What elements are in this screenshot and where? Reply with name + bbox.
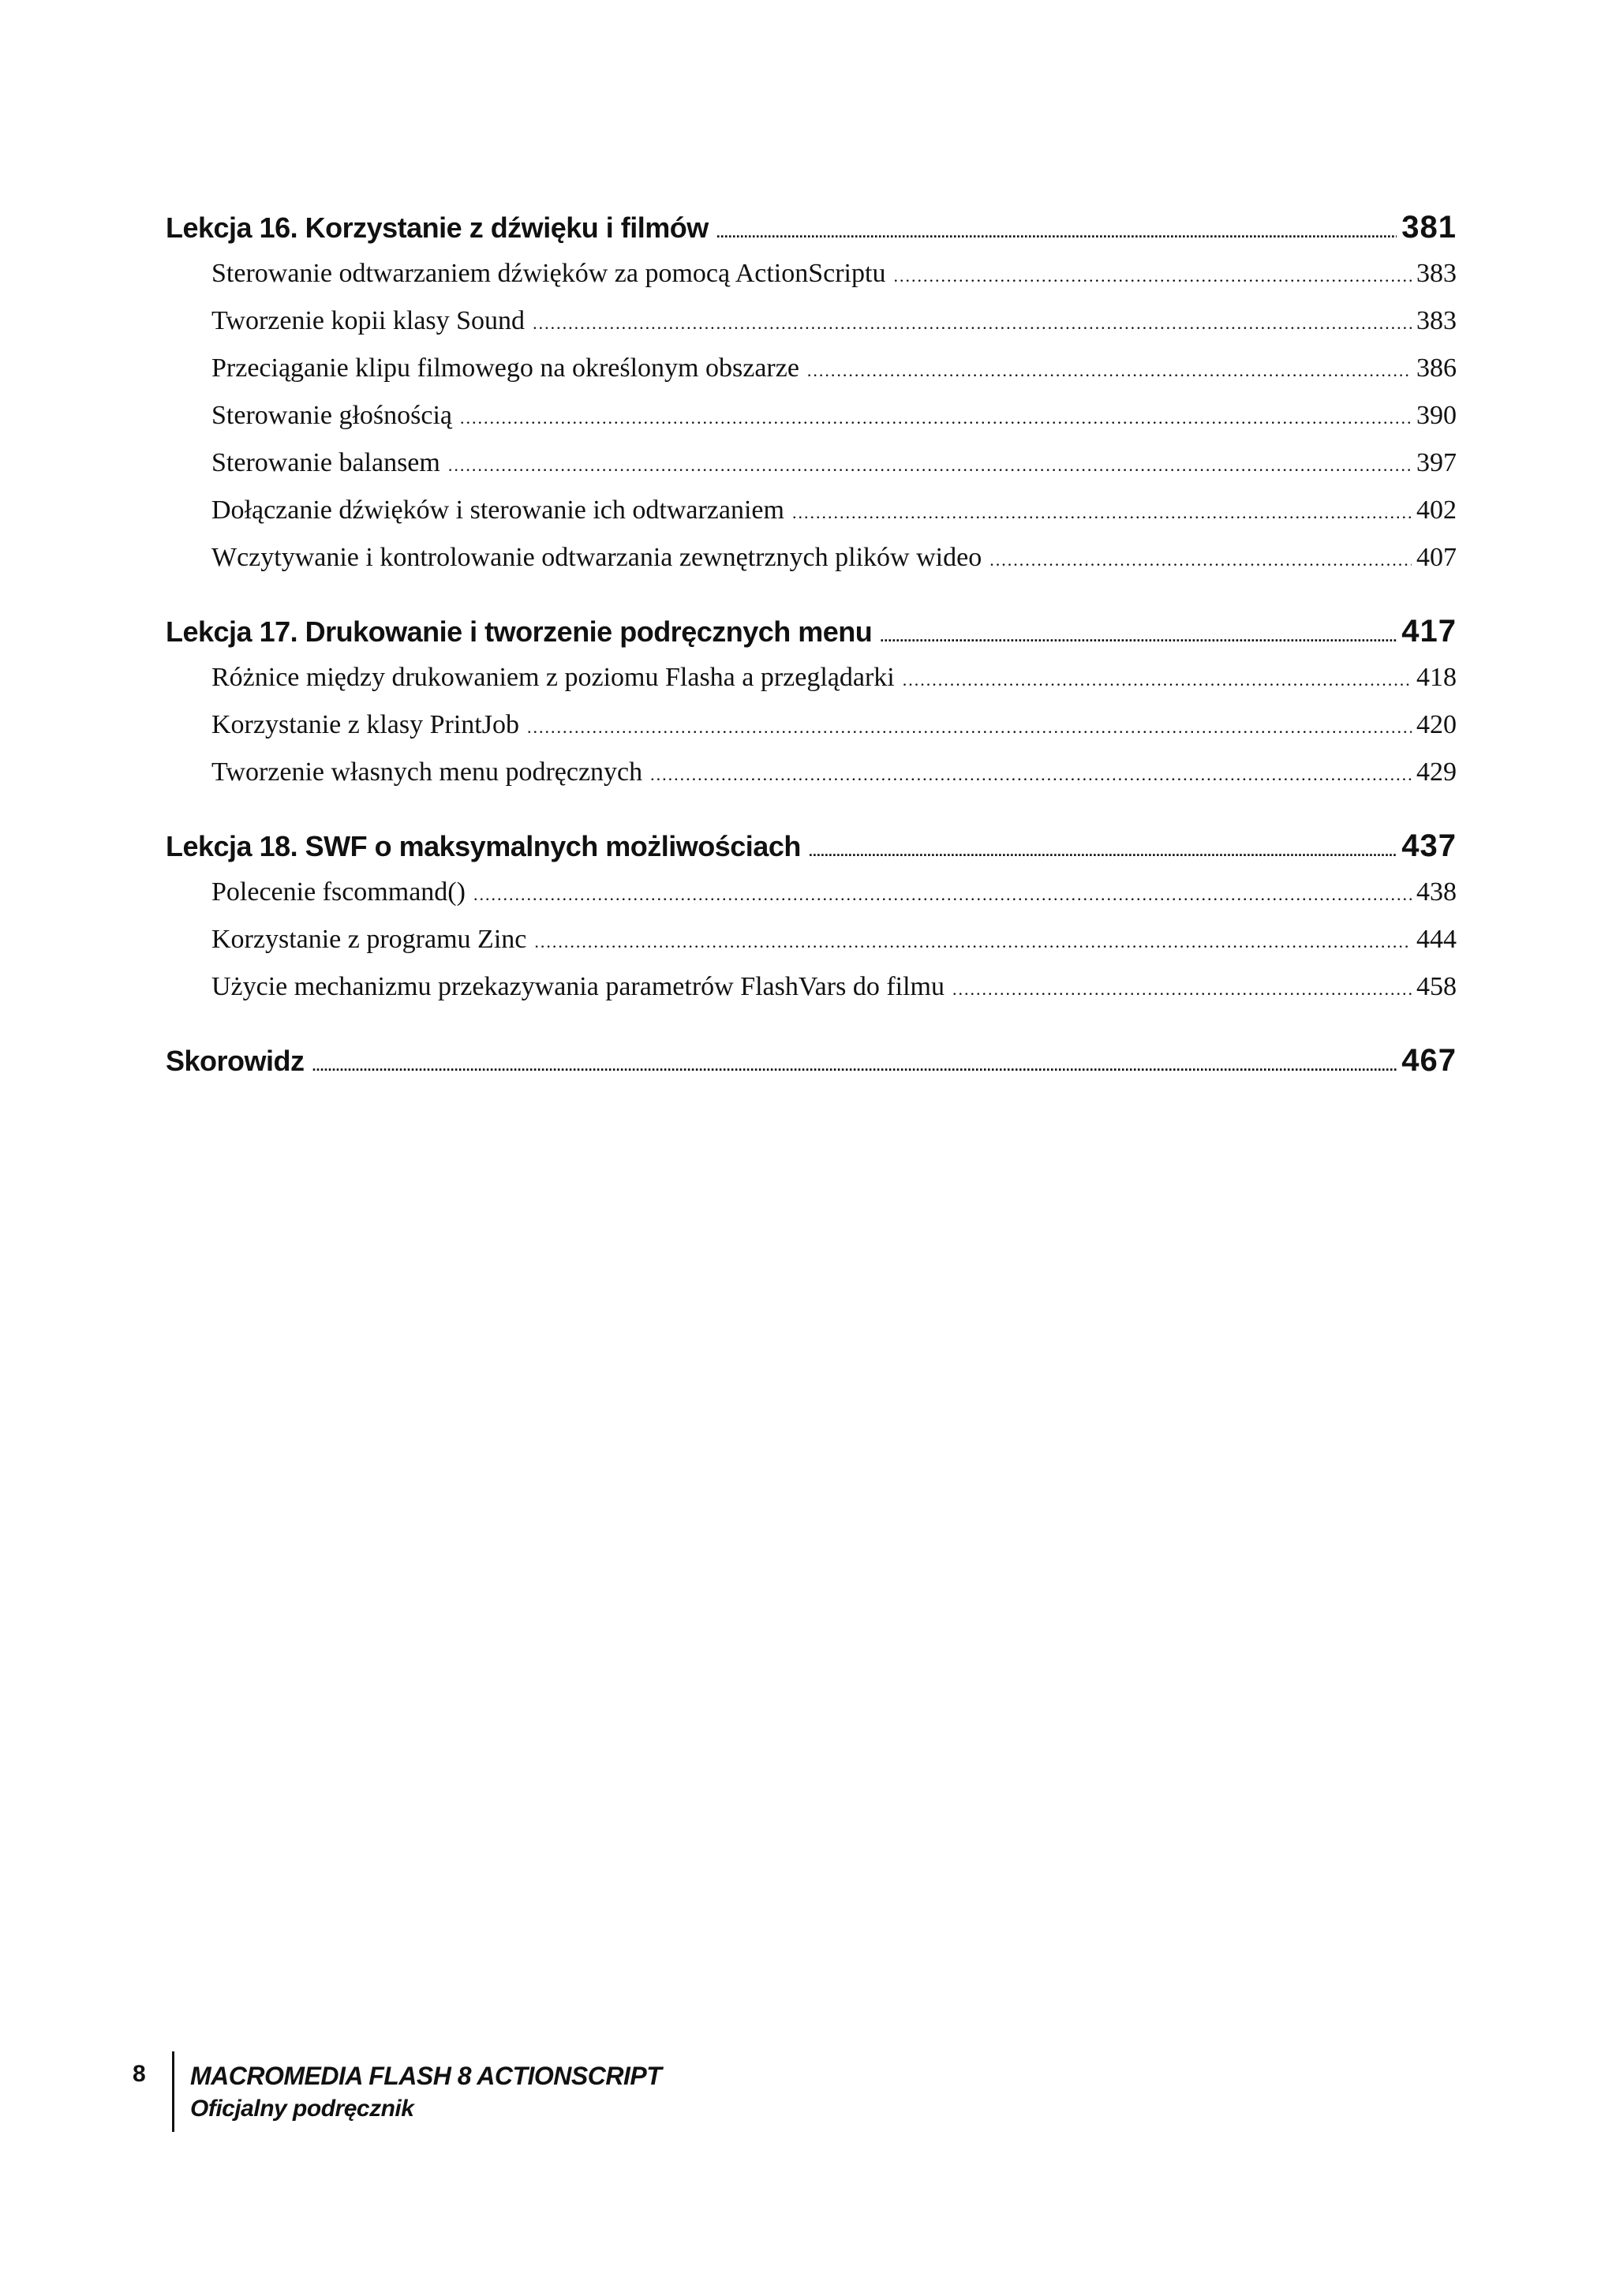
chapter-page-number: 467: [1401, 1043, 1457, 1078]
dot-leader: [533, 313, 1412, 334]
entry-title: Różnice między drukowaniem z poziomu Flasha a przeglądarki: [211, 663, 895, 692]
entry-title: Tworzenie własnych menu podręcznych: [211, 757, 643, 787]
dot-leader: [527, 717, 1412, 738]
chapter-title: Lekcja 18. SWF o maksymalnych możliwościach: [166, 830, 801, 862]
chapter-page-number: 381: [1401, 210, 1457, 245]
toc-section-lesson-18: [166, 828, 1457, 1019]
dot-leader: [880, 629, 1397, 645]
entry-page-number: 458: [1416, 972, 1457, 1001]
dot-leader: [473, 884, 1412, 905]
entry-title: Sterowanie odtwarzaniem dźwięków za pomocą ActionScriptu: [211, 259, 886, 288]
entry-title: Wczytywanie i kontrolowanie odtwarzania zewnętrznych plików wideo: [211, 543, 982, 572]
entry-page-number: 407: [1416, 543, 1457, 572]
entry-page-number: 438: [1416, 877, 1457, 907]
entry-page-number: 418: [1416, 663, 1457, 692]
toc-chapter-entry[interactable]: [166, 1043, 1457, 1092]
dot-leader: [312, 1058, 1397, 1075]
entry-page-number: 444: [1416, 925, 1457, 954]
footer-book-subtitle: Oficjalny podręcznik: [190, 2096, 414, 2122]
dot-leader: [534, 932, 1412, 952]
entry-title: Przeciąganie klipu filmowego na określonym obszarze: [211, 353, 799, 383]
entry-title: Korzystanie z programu Zinc: [211, 925, 527, 954]
entry-page-number: 386: [1416, 353, 1457, 383]
entry-page-number: 397: [1416, 448, 1457, 477]
toc-entry[interactable]: [166, 448, 1457, 495]
footer-page-number: 8: [133, 2061, 146, 2087]
chapter-title: Lekcja 17. Drukowanie i tworzenie podręcznych menu: [166, 615, 873, 648]
dot-leader: [716, 225, 1397, 241]
chapter-title: Skorowidz: [166, 1045, 305, 1077]
toc-entry[interactable]: [166, 710, 1457, 757]
entry-page-number: 429: [1416, 757, 1457, 787]
toc-entry[interactable]: [166, 353, 1457, 401]
entry-title: Tworzenie kopii klasy Sound: [211, 306, 526, 335]
entry-title: Sterowanie balansem: [211, 448, 440, 477]
entry-title: Sterowanie głośnością: [211, 401, 452, 430]
toc-section-lesson-16: [166, 210, 1457, 590]
dot-leader: [807, 361, 1412, 381]
dot-leader: [893, 266, 1412, 286]
footer-book-title: MACROMEDIA FLASH 8 ACTIONSCRIPT: [190, 2062, 662, 2090]
toc-entry[interactable]: [166, 495, 1457, 543]
toc-entry[interactable]: [166, 757, 1457, 805]
footer-divider: [172, 2051, 174, 2132]
toc-chapter-entry[interactable]: [166, 614, 1457, 663]
entry-title: Dołączanie dźwięków i sterowanie ich odtwarzaniem: [211, 495, 784, 525]
toc-entry[interactable]: [166, 401, 1457, 448]
dot-leader: [952, 979, 1412, 1000]
toc-entry[interactable]: [166, 259, 1457, 306]
chapter-page-number: 437: [1401, 828, 1457, 863]
dot-leader: [650, 765, 1412, 785]
toc-entry[interactable]: [166, 877, 1457, 925]
toc-chapter-entry[interactable]: [166, 828, 1457, 877]
dot-leader: [460, 408, 1412, 428]
toc-entry[interactable]: [166, 543, 1457, 590]
entry-title: Użycie mechanizmu przekazywania parametrów FlashVars do filmu: [211, 972, 945, 1001]
dot-leader: [989, 550, 1412, 570]
dot-leader: [448, 455, 1412, 476]
dot-leader: [792, 503, 1412, 523]
entry-page-number: 383: [1416, 259, 1457, 288]
table-of-contents: [166, 210, 1457, 1116]
toc-section-lesson-17: [166, 614, 1457, 805]
entry-page-number: 383: [1416, 306, 1457, 335]
toc-entry[interactable]: [166, 925, 1457, 972]
toc-entry[interactable]: [166, 306, 1457, 353]
toc-section-index: [166, 1043, 1457, 1092]
toc-entry[interactable]: [166, 663, 1457, 710]
page-footer: [133, 2051, 661, 2137]
chapter-page-number: 417: [1401, 614, 1457, 649]
entry-title: Polecenie fscommand(): [211, 877, 466, 907]
dot-leader: [809, 843, 1397, 860]
entry-page-number: 420: [1416, 710, 1457, 739]
toc-chapter-entry[interactable]: [166, 210, 1457, 259]
entry-title: Korzystanie z klasy PrintJob: [211, 710, 519, 739]
toc-entry[interactable]: [166, 972, 1457, 1019]
dot-leader: [903, 670, 1412, 690]
entry-page-number: 402: [1416, 495, 1457, 525]
chapter-title: Lekcja 16. Korzystanie z dźwięku i filmów: [166, 211, 709, 244]
footer-book-info: [190, 2051, 661, 2137]
entry-page-number: 390: [1416, 401, 1457, 430]
